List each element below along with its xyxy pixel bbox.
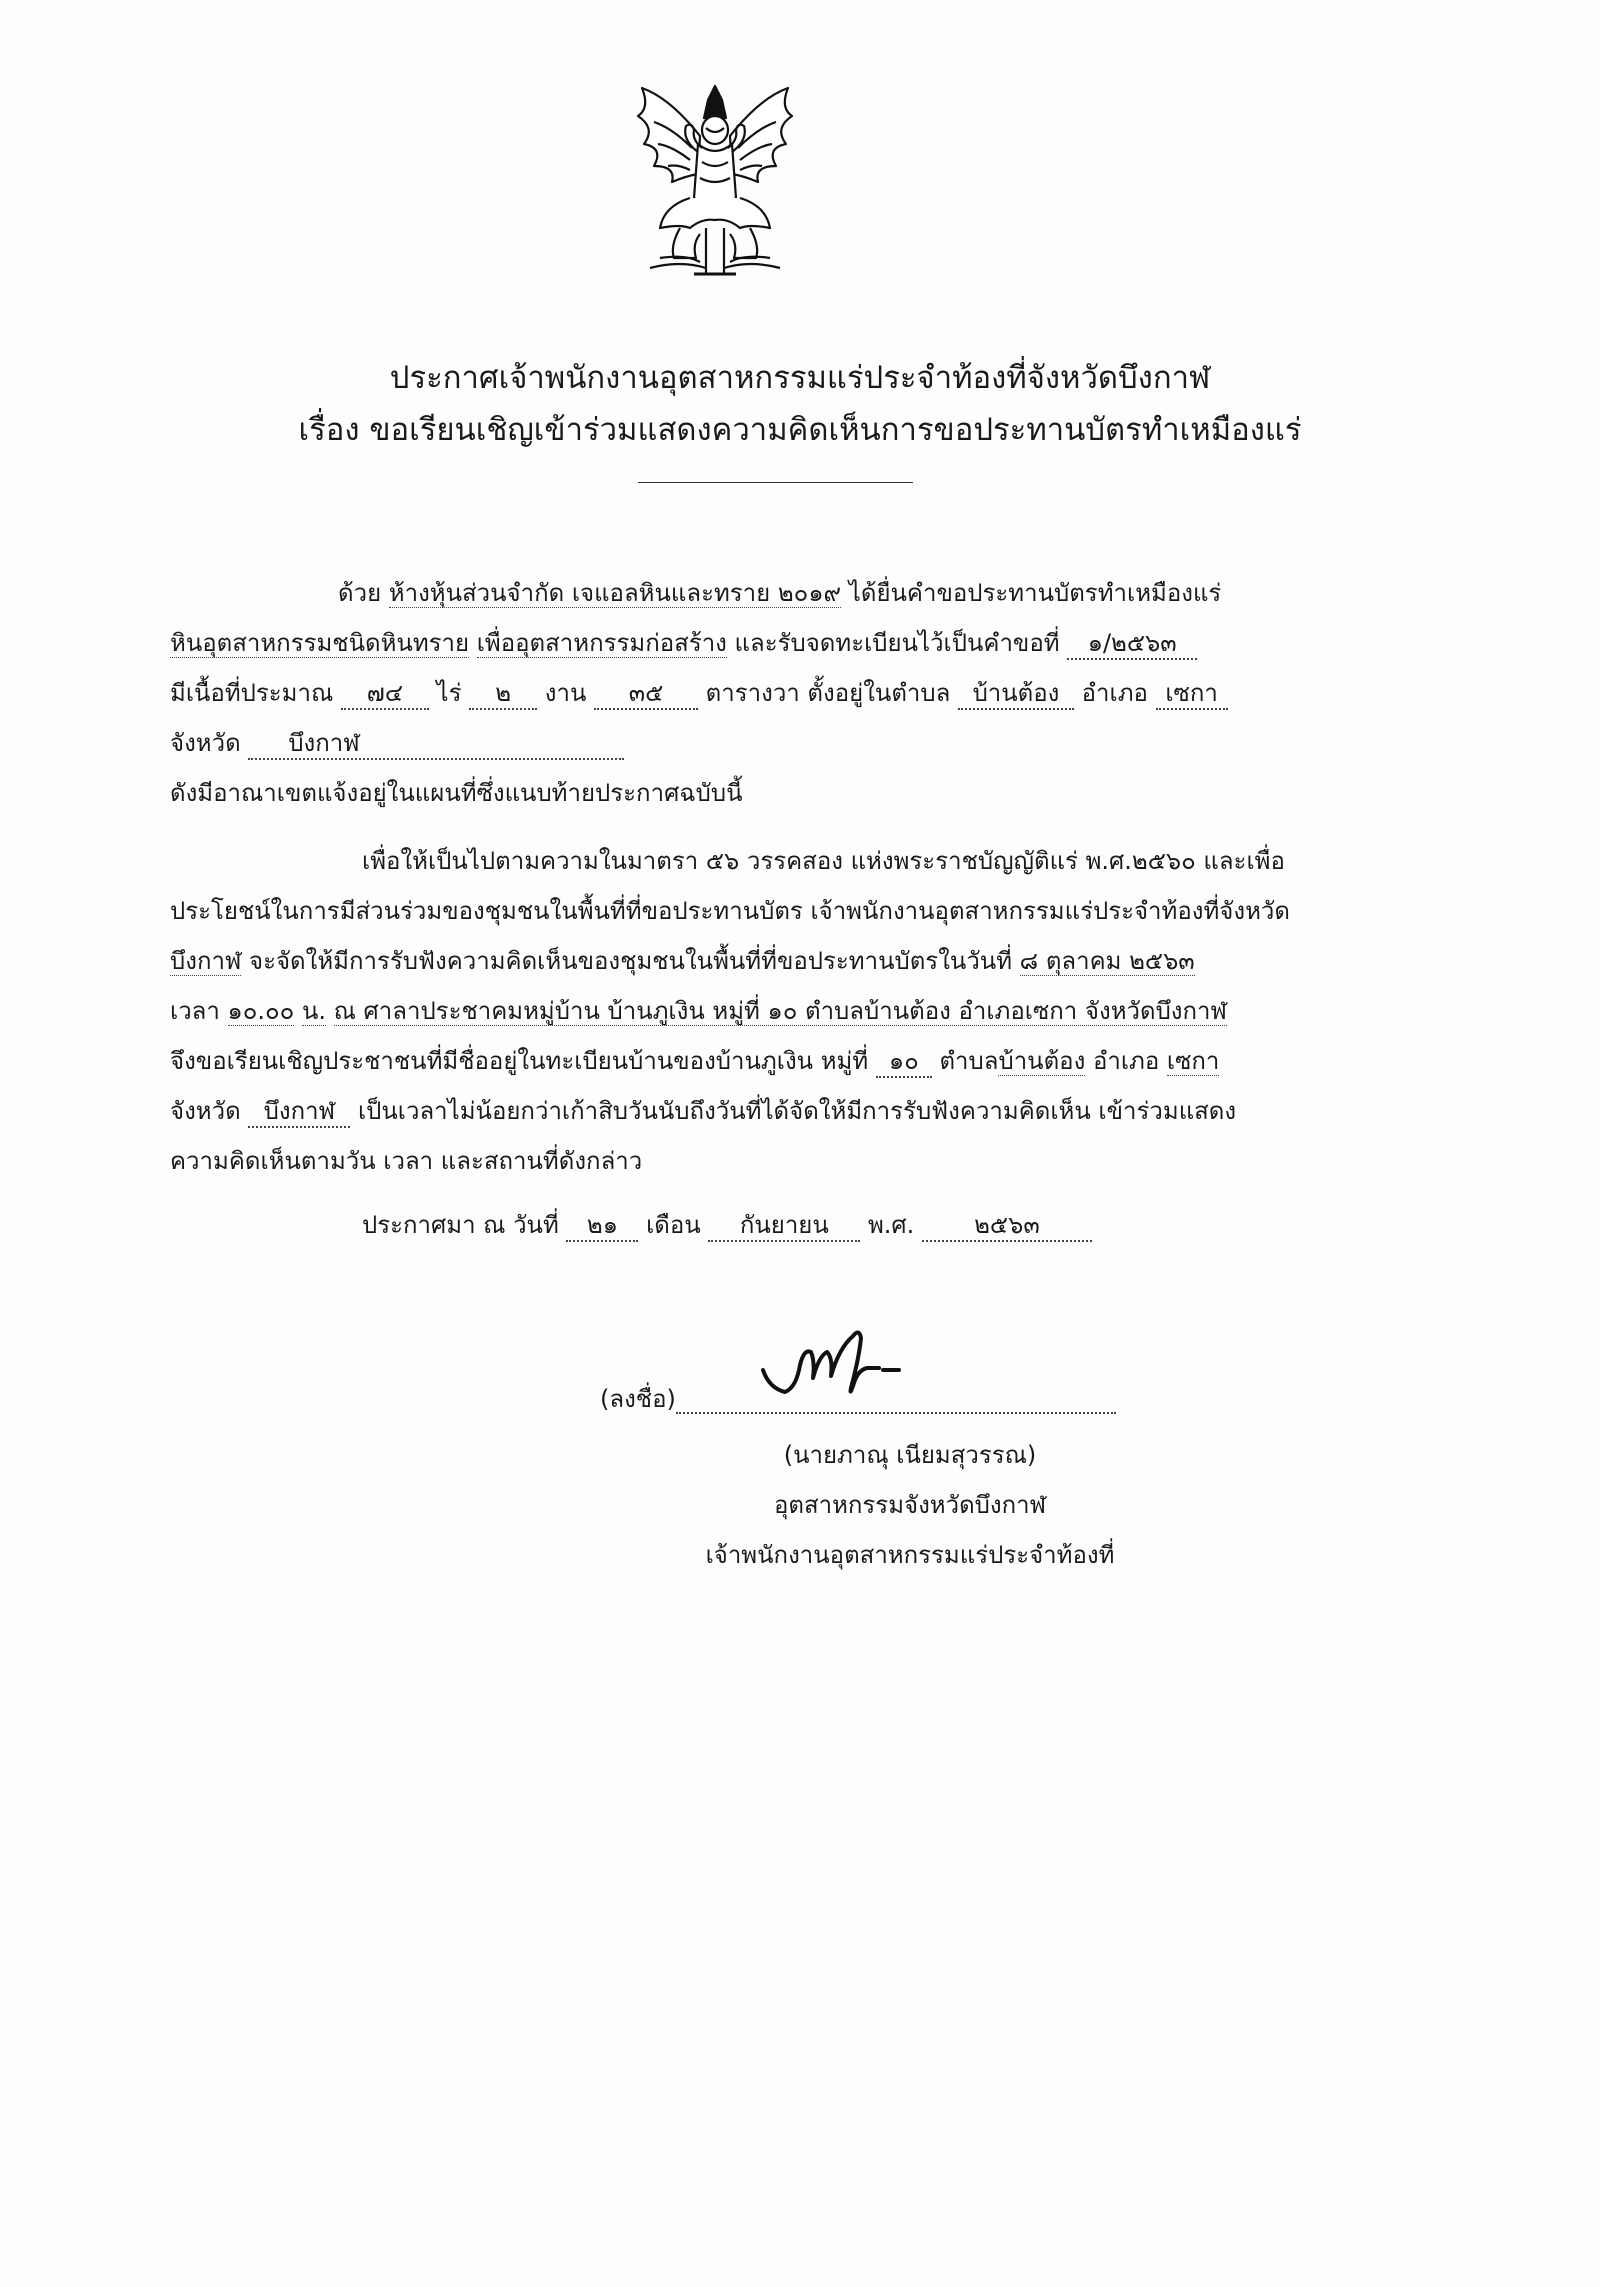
text: ไร่	[436, 679, 462, 707]
request-number: ๑/๒๕๖๓	[1067, 628, 1197, 660]
text: อำเภอ	[1092, 1047, 1160, 1075]
applicant-name: ห้างหุ้นส่วนจำกัด เจแอลหินและทราย ๒๐๑๙	[388, 579, 842, 607]
p1-line5: ดังมีอาณาเขตแจ้งอยู่ในแผนที่ซึ่งแนบท้ายประกาศฉบับนี้	[170, 779, 743, 807]
p2-line5	[170, 1046, 1219, 1078]
subdistrict: บ้านต้อง	[998, 1047, 1086, 1075]
text: เดือน	[646, 1211, 701, 1239]
signer-position-2: เจ้าพนักงานอุตสาหกรรมแร่ประจำท้องที่	[705, 1541, 1115, 1569]
text: ตารางวา	[705, 679, 800, 707]
village-number: ๑๐	[876, 1046, 932, 1078]
p1-line2	[170, 628, 1197, 660]
text: ได้ยื่นคำขอประทานบัตรทำเหมืองแร่	[848, 579, 1222, 607]
province: บึงกาฬ	[248, 1096, 350, 1128]
signature-dotted-line	[676, 1412, 1116, 1414]
mineral-type: หินอุตสาหกรรมชนิดหินทราย	[170, 629, 470, 657]
p2-line3	[170, 946, 1195, 976]
announcement-title: ประกาศเจ้าพนักงานอุตสาหกรรมแร่ประจำท้องที่จังหวัดบึงกาฬ	[389, 360, 1211, 396]
text: ตั้งอยู่ในตำบล	[807, 679, 951, 707]
province: บึงกาฬ	[248, 728, 624, 760]
announce-day: ๒๑	[566, 1210, 638, 1242]
announcement-date	[362, 1210, 1092, 1242]
text: พ.ศ.	[867, 1211, 915, 1239]
p1-line1	[338, 578, 1221, 608]
text: น.	[301, 997, 327, 1025]
text: งาน	[544, 679, 587, 707]
area-ngan: ๒	[469, 678, 537, 710]
announce-month: กันยายน	[708, 1210, 860, 1242]
subdistrict: บ้านต้อง	[958, 678, 1074, 710]
hearing-place: ณ ศาลาประชาคมหมู่บ้าน บ้านภูเงิน หมู่ที่ ๑๐ ตำบลบ้านต้อง อำเภอเซกา จังหวัดบึงกาฬ	[333, 997, 1227, 1025]
text: ด้วย	[338, 579, 382, 607]
text: เป็นเวลาไม่น้อยกว่าเก้าสิบวันนับถึงวันที่ได้จัดให้มีการรับฟังความคิดเห็น เข้าร่วมแสดง	[357, 1097, 1237, 1125]
sign-label: (ลงชื่อ)	[600, 1385, 676, 1413]
area-wa: ๓๕	[594, 678, 698, 710]
district: เซกา	[1166, 1047, 1220, 1075]
text: อำเภอ	[1081, 679, 1148, 707]
p2-line7: ความคิดเห็นตามวัน เวลา และสถานที่ดังกล่าว	[170, 1147, 643, 1175]
signer-position-1: อุตสาหกรรมจังหวัดบึงกาฬ	[773, 1491, 1047, 1519]
p1-line3	[170, 678, 1228, 710]
area-rai: ๗๔	[341, 678, 429, 710]
text: จึงขอเรียนเชิญประชาชนที่มีชื่ออยู่ในทะเบียนบ้านของบ้านภูเงิน หมู่ที่	[170, 1047, 869, 1075]
signer-name: (นายภาณุ เนียมสุวรรณ)	[783, 1441, 1037, 1469]
text: เวลา	[170, 997, 220, 1025]
p2-line2: ประโยชน์ในการมีส่วนร่วมของชุมชนในพื้นที่ที่ขอประทานบัตร เจ้าพนักงานอุตสาหกรรมแร่ประจำท้องที่จังหวัด	[170, 897, 1290, 925]
text: มีเนื้อที่ประมาณ	[170, 679, 334, 707]
p1-line4	[170, 728, 624, 760]
p2-line6	[170, 1096, 1236, 1128]
p2-line1: เพื่อให้เป็นไปตามความในมาตรา ๕๖ วรรคสอง แห่งพระราชบัญญัติแร่ พ.ศ.๒๕๖๐ และเพื่อ	[362, 847, 1285, 875]
text: ประกาศมา ณ วันที่	[362, 1211, 559, 1239]
province: บึงกาฬ	[170, 947, 242, 975]
announce-year: ๒๕๖๓	[922, 1210, 1092, 1242]
hearing-time: ๑๐.๐๐	[227, 997, 295, 1025]
text: จังหวัด	[170, 729, 241, 757]
garuda-emblem-icon	[620, 78, 810, 288]
text: และรับจดทะเบียนไว้เป็นคำขอที่	[734, 629, 1060, 657]
p2-line4	[170, 996, 1227, 1026]
mining-purpose: เพื่ออุตสาหกรรมก่อสร้าง	[476, 629, 727, 657]
announcement-subject: เรื่อง ขอเรียนเชิญเข้าร่วมแสดงความคิดเห็นการขอประทานบัตรทำเหมืองแร่	[298, 412, 1302, 448]
title-divider	[638, 482, 913, 483]
text: จะจัดให้มีการรับฟังความคิดเห็นของชุมชนในพื้นที่ที่ขอประทานบัตรในวันที่	[249, 947, 1013, 975]
text: จังหวัด	[170, 1097, 241, 1125]
hearing-date: ๘ ตุลาคม ๒๕๖๓	[1019, 947, 1195, 975]
district: เซกา	[1156, 678, 1228, 710]
sign-line	[600, 1384, 1116, 1414]
text: ตำบล	[939, 1047, 999, 1075]
